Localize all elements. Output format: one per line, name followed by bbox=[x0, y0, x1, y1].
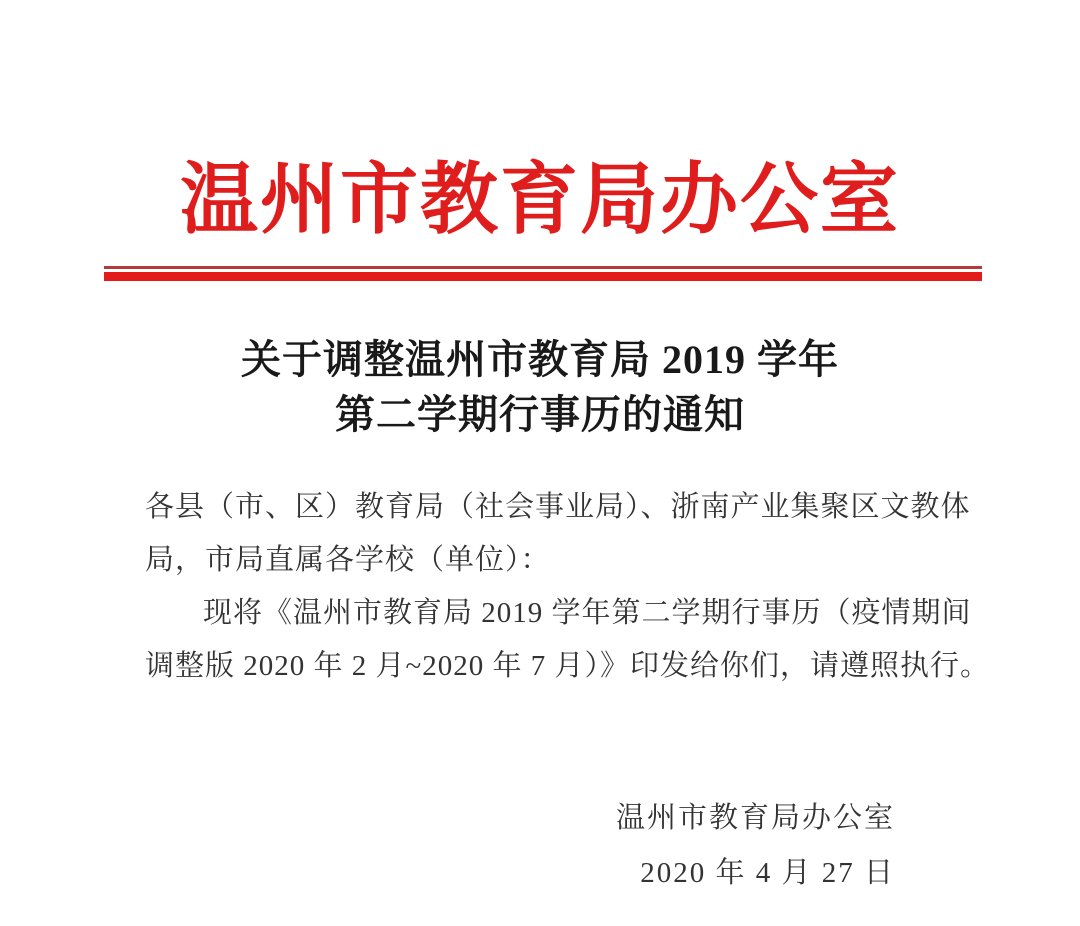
salutation-line-2: 局，市局直属各学校（单位）： bbox=[145, 544, 551, 576]
signature-agency-name: 温州市教育局办公室 bbox=[615, 802, 895, 834]
salutation-line-1: 各县（市、区）教育局（社会事业局）、浙南产业集聚区文教体 bbox=[145, 491, 971, 523]
agency-header-title: 温州市教育局办公室 bbox=[179, 156, 900, 243]
signature-block bbox=[616, 792, 895, 900]
signature-date: 2020 年 4 月 27 日 bbox=[640, 857, 895, 889]
body-paragraph-line-2: 调整版 2020 年 2 月~2020 年 7 月）》印发给你们，请遵照执行。 bbox=[145, 650, 990, 682]
document-body bbox=[145, 481, 990, 693]
document-title bbox=[0, 332, 1080, 442]
red-header-rule bbox=[104, 266, 982, 281]
body-paragraph-line-1: 现将《温州市教育局 2019 学年第二学期行事历（疫情期间 bbox=[203, 597, 972, 629]
rule-thick-line bbox=[104, 272, 982, 281]
document-title-line-1: 关于调整温州市教育局 2019 学年 bbox=[241, 337, 839, 382]
document-title-line-2: 第二学期行事历的通知 bbox=[335, 392, 745, 437]
